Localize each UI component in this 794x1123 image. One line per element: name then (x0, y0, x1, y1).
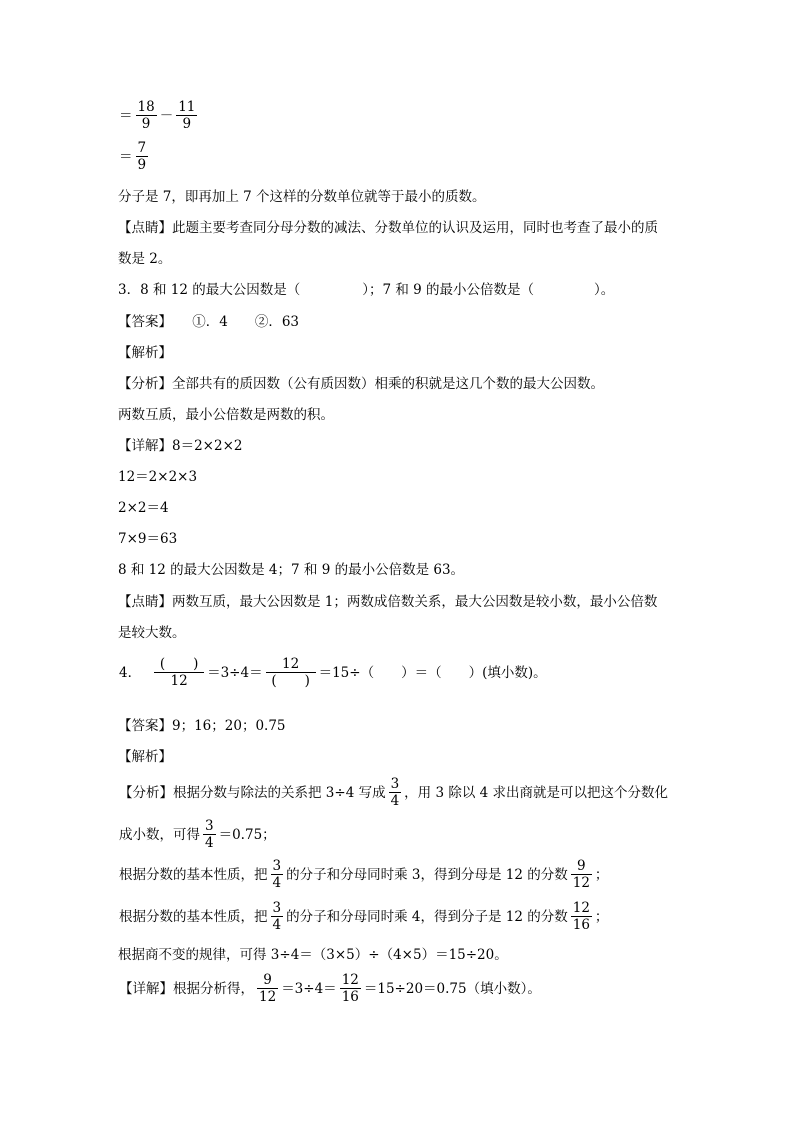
analysis-heading: 【解析】 (118, 749, 172, 765)
analysis-heading: 【解析】 (118, 345, 172, 361)
analysis-line: 根据分数的基本性质，把 $\frac{3}{4}$ 的分子和分母同时乘 4，得到分子是 12 的分数 $\frac{12}{16}$ ； (119, 900, 609, 933)
answer: 【答案】9；16；20；0.75 (118, 718, 286, 734)
fraction: $\frac{18}{9}$ (137, 99, 155, 132)
detail-line: 2×2＝4 (118, 500, 169, 516)
minus-sign: － (159, 107, 174, 124)
detail-line: 8 和 12 的最大公因数是 4；7 和 9 的最小公倍数是 63。 (118, 562, 465, 578)
question-4: 4． $\frac{( )}{12}$ ＝3÷4＝ $\frac{12}{( )}$ ＝15÷（ ）＝（ ）(填小数)。 (119, 656, 547, 689)
paragraph: 【分析】全部共有的质因数（公有质因数）相乘的积就是这几个数的最大公因数。 (118, 376, 604, 392)
equation-line-1 (118, 99, 199, 132)
fraction: $\frac{7}{9}$ (137, 140, 147, 173)
fraction: $\frac{9}{12}$ (259, 972, 277, 1005)
paragraph: 【点睛】两数互质，最大公因数是 1；两数成倍数关系，最大公因数是较小数，最小公倍数 (118, 594, 658, 610)
paragraph: 两数互质，最小公倍数是两数的积。 (118, 407, 334, 423)
fraction-blank-denominator: $\frac{12}{( )}$ (266, 656, 316, 689)
paragraph: 数是 2。 (118, 251, 172, 267)
paragraph: 根据商不变的规律，可得 3÷4＝（3×5）÷（4×5）＝15÷20。 (118, 947, 508, 963)
question-3: 3．8 和 12 的最大公因数是（ ）；7 和 9 的最小公倍数是（ ）。 (118, 282, 615, 298)
fraction: $\frac{3}{4}$ (205, 818, 214, 851)
analysis-line: 【分析】根据分数与除法的关系把 3÷4 写成 $\frac{3}{4}$ ，用 3 除以 4 求出商就是可以把这个分数化 (119, 776, 669, 809)
detail-line: 7×9＝63 (118, 531, 178, 547)
fraction-blank-numerator: $\frac{( )}{12}$ (154, 656, 204, 689)
equals-sign: ＝ (119, 107, 133, 124)
answer: 【答案】 ①．4 ②．63 (118, 314, 300, 330)
equation-line-2 (118, 140, 150, 173)
detail-line: 【详解】8＝2×2×2 (118, 438, 243, 454)
detail-line: 12＝2×2×3 (118, 469, 198, 485)
analysis-line: 根据分数的基本性质，把 $\frac{3}{4}$ 的分子和分母同时乘 3，得到分母是 12 的分数 $\frac{9}{12}$ ； (119, 858, 609, 891)
fraction: $\frac{3}{4}$ (390, 776, 400, 809)
fraction: $\frac{12}{16}$ (572, 900, 590, 933)
fraction: $\frac{9}{12}$ (572, 858, 590, 891)
detail-line: 【详解】根据分析得， $\frac{9}{12}$ ＝3÷4＝ $\frac{12}{16}$ ＝15÷20＝0.75（填小数）。 (119, 972, 541, 1005)
fraction: $\frac{11}{9}$ (178, 99, 196, 132)
paragraph: 分子是 7，即再加上 7 个这样的分数单位就等于最小的质数。 (118, 189, 486, 205)
analysis-line: 成小数，可得 $\frac{3}{4}$ ＝0.75； (119, 818, 276, 851)
paragraph: 是较大数。 (118, 625, 186, 641)
fraction: $\frac{3}{4}$ (272, 858, 282, 891)
equals-sign: ＝ (119, 148, 133, 165)
paragraph: 【点睛】此题主要考查同分母分数的减法、分数单位的认识及运用，同时也考查了最小的质 (118, 220, 658, 236)
fraction: $\frac{3}{4}$ (272, 900, 282, 933)
fraction: $\frac{12}{16}$ (341, 972, 359, 1005)
